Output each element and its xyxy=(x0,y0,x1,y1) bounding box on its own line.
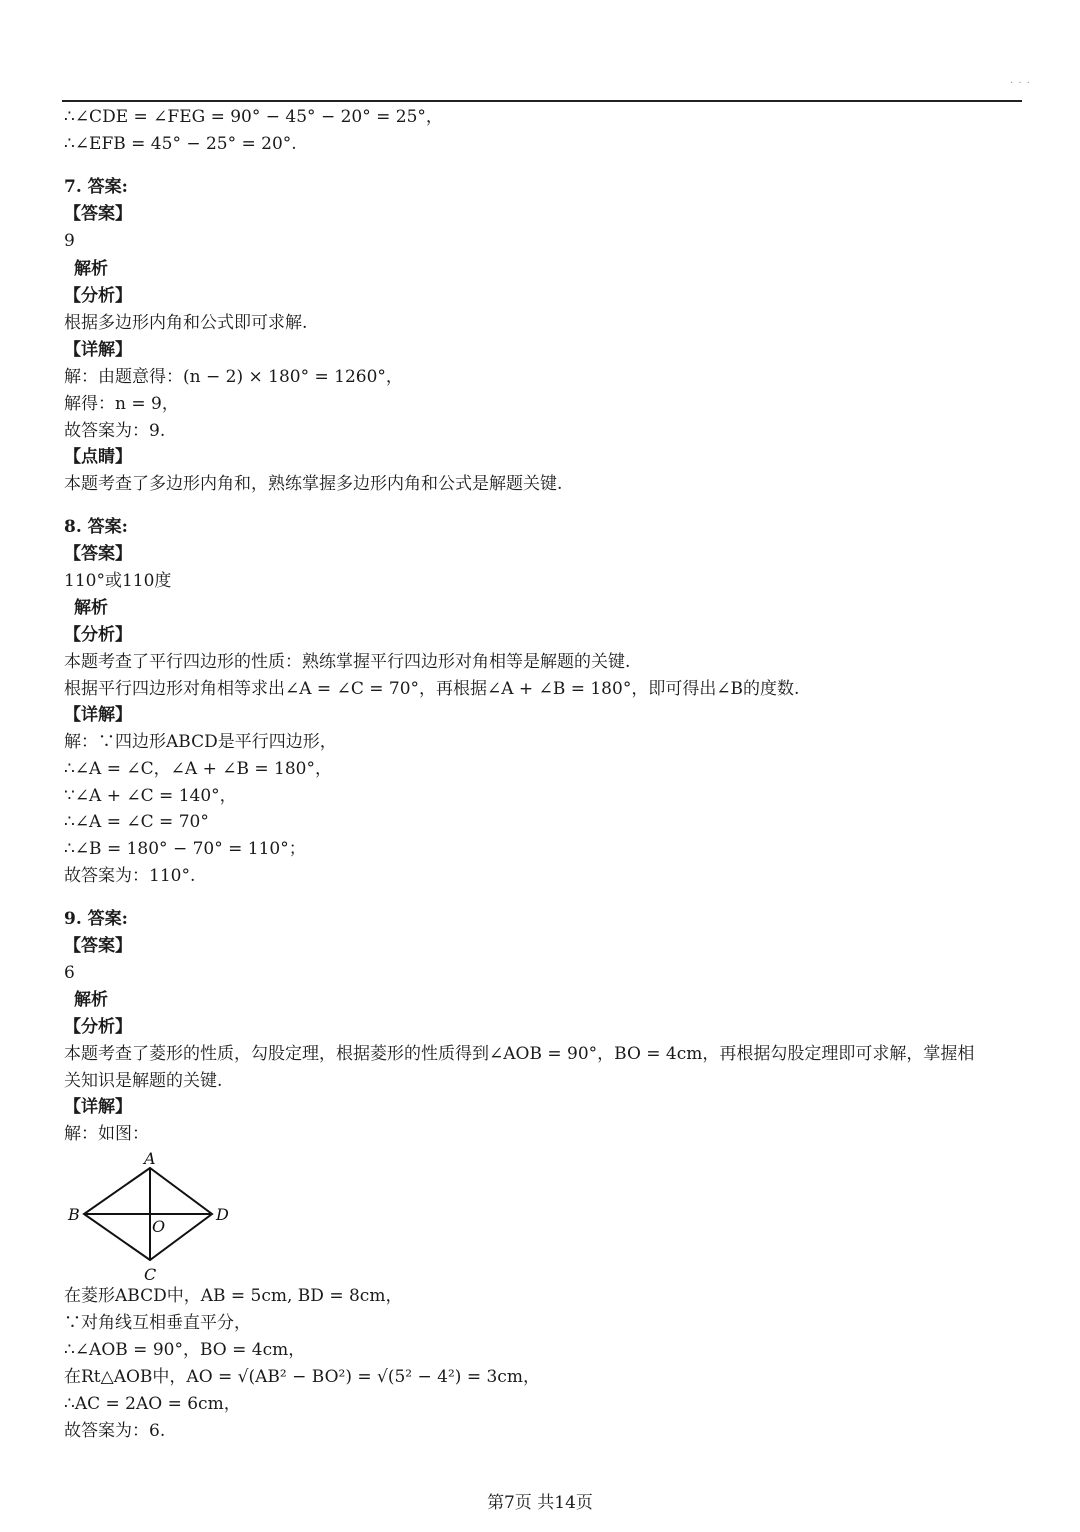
text-line: 根据平行四边形对角相等求出∠A = ∠C = 70°，再根据∠A + ∠B = 180°，即可得出∠B的度数. xyxy=(64,679,800,699)
text-line: ∴∠A = ∠C = 70° xyxy=(64,812,209,832)
text-line: 本题考查了平行四边形的性质：熟练掌握平行四边形对角相等是解题的关键. xyxy=(64,652,631,672)
vertex-label-b: B xyxy=(68,1205,80,1224)
analysis-heading: 解析 xyxy=(74,259,108,279)
answer-tag: 【答案】 xyxy=(64,544,132,564)
corner-mark: · · · xyxy=(1010,78,1031,89)
text-line: 故答案为：9. xyxy=(64,421,166,441)
text-line: 解：如图： xyxy=(64,1124,149,1144)
text-line: 本题考查了菱形的性质，勾股定理，根据菱形的性质得到∠AOB = 90°，BO = 4cm，再根据勾股定理即可求解，掌握相 xyxy=(64,1044,975,1064)
text-line: ∵∠A + ∠C = 140°， xyxy=(64,786,237,806)
text-line: 在Rt△AOB中，AO = √(AB² − BO²) = √(5² − 4²) = 3cm， xyxy=(64,1367,540,1387)
text-line: 关知识是解题的关键. xyxy=(64,1071,223,1091)
vertex-label-d: D xyxy=(216,1205,229,1224)
text-line: 故答案为：6. xyxy=(64,1421,166,1441)
vertex-label-c: C xyxy=(144,1265,157,1284)
detail-tag: 【详解】 xyxy=(64,340,132,360)
detail-tag: 【详解】 xyxy=(64,705,132,725)
text-line: ∴∠A = ∠C，∠A + ∠B = 180°， xyxy=(64,759,332,779)
vertex-label-a: A xyxy=(144,1149,156,1168)
detail-tag: 【详解】 xyxy=(64,1097,132,1117)
analysis-tag: 【分析】 xyxy=(64,1017,132,1037)
answer-value: 6 xyxy=(64,963,75,983)
text-line: 解：∵四边形ABCD是平行四边形， xyxy=(64,732,337,752)
text-line: 解：由题意得：(n − 2) × 180° = 1260°， xyxy=(64,367,403,387)
text-line: 在菱形ABCD中，AB = 5cm, BD = 8cm， xyxy=(64,1286,403,1306)
text-line: ∵对角线互相垂直平分， xyxy=(64,1313,251,1333)
answer-tag: 【答案】 xyxy=(64,936,132,956)
text-line: 本题考查了多边形内角和，熟练掌握多边形内角和公式是解题关键. xyxy=(64,474,563,494)
comment-tag: 【点睛】 xyxy=(64,447,132,467)
question-7-heading: 7. 答案: xyxy=(64,177,128,197)
question-9-heading: 9. 答案: xyxy=(64,909,128,929)
text-line: 根据多边形内角和公式即可求解. xyxy=(64,313,308,333)
question-8-heading: 8. 答案: xyxy=(64,517,128,537)
analysis-heading: 解析 xyxy=(74,990,108,1010)
text-line: 解得：n = 9， xyxy=(64,394,179,414)
analysis-tag: 【分析】 xyxy=(64,286,132,306)
text-line: ∴AC = 2AO = 6cm， xyxy=(64,1394,241,1414)
answer-value: 9 xyxy=(64,231,75,251)
rhombus-figure xyxy=(62,1148,242,1284)
text-line: ∴∠B = 180° − 70° = 110°； xyxy=(64,839,306,859)
text-line: ∴∠CDE = ∠FEG = 90° − 45° − 20° = 25°， xyxy=(64,107,443,127)
analysis-heading: 解析 xyxy=(74,598,108,618)
answer-value: 110°或110度 xyxy=(64,571,172,591)
answer-tag: 【答案】 xyxy=(64,204,132,224)
text-line: 故答案为：110°. xyxy=(64,866,196,886)
text-line: ∴∠AOB = 90°，BO = 4cm， xyxy=(64,1340,306,1360)
header-rule xyxy=(62,100,1022,102)
analysis-tag: 【分析】 xyxy=(64,625,132,645)
text-line: ∴∠EFB = 45° − 25° = 20°. xyxy=(64,134,297,154)
center-label-o: O xyxy=(152,1217,166,1236)
page-number: 第7页 共14页 xyxy=(487,1493,593,1513)
